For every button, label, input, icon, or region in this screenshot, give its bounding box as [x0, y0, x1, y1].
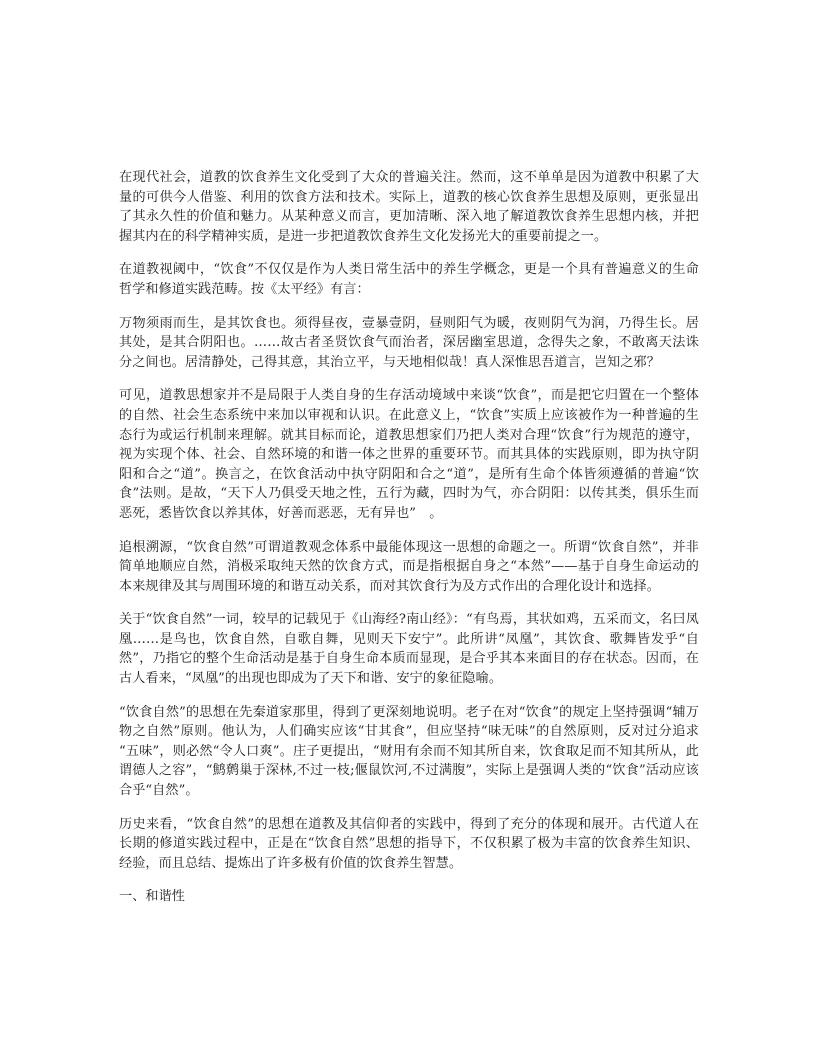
- paragraph-intro: 在现代社会，道教的饮食养生文化受到了大众的普遍关注。然而，这不单单是因为道教中积累了大量的可供今人借鉴、利用的饮食方法和技术。实际上，道教的核心饮食养生思想及原则，更张显出了其永久性的价值和魅力。从某种意义而言，更加清晰、深入地了解道教饮食养生思想内核，并把握其内在的科学精神实质，是进一步把道教饮食养生文化发扬光大的重要前提之一。: [119, 170, 699, 244]
- document-body: [119, 168, 699, 907]
- paragraph-origin-of-concept: 追根溯源，“饮食自然”可谓道教观念体系中最能体现这一思想的命题之一。所谓“饮食自然”，并非简单地顺应自然，消极采取纯天然的饮食方式，而是指根据自身之“本然”——基于自身生命运动的本来规律及其与周围环境的和谐互动关系，而对其饮食行为及方式作出的合理化设计和选择。: [119, 539, 699, 594]
- paragraph-daoist-perspective: 在道教视阈中，“饮食”不仅仅是作为人类日常生活中的养生学概念，更是一个具有普遍意义的生命哲学和修道实践范畴。按《太平经》有言：: [119, 262, 699, 297]
- section-heading-harmony: 一、和谐性: [119, 889, 185, 905]
- paragraph-shanhaijing-citation: 关于“饮食自然”一词，较早的记载见于《山海经?南山经》：“有鸟焉，其状如鸡，五采而文，名曰凤凰……是鸟也，饮食自然，自歌自舞，见则天下安宁”。此所讲“凤凰”，其饮食、歌舞皆发乎“自然”，乃指它的整个生命活动是基于自身生命本质而显现，是合乎其本来面目的存在状态。因而，在古人看来，“凤凰”的出现也即成为了天下和谐、安宁的象征隐喻。: [119, 612, 699, 687]
- paragraph-ecological-view: 可见，道教思想家并不是局限于人类自身的生存活动境域中来谈“饮食”，而是把它归置在一个整体的自然、社会生态系统中来加以审视和认识。在此意义上，“饮食”实质上应该被作为一种普遍的生态行为或运行机制来理解。就其目标而论，道教思想家们乃把人类对合理“饮食”行为规范的遵守，视为实现个体、社会、自然环境的和谐一体之世界的重要环节。而其具体的实践原则，即为执守阴阳和合之“道”。换言之，在饮食活动中执守阴阳和合之“道”，是所有生命个体皆须遵循的普遍“饮食”法则。是故，“天下人乃俱受天地之性，五行为藏，四时为气，亦合阴阳：以传其类，俱乐生而恶死，悉皆饮食以养其体，好善而恶恶，无有异也” 。: [119, 388, 699, 521]
- quotation-taipingjing: 万物须雨而生，是其饮食也。须得昼夜，壹暴壹阴，昼则阳气为暖，夜则阴气为润，乃得生长。居其处，是其合阴阳也。……故古者圣贤饮食气而治者，深居幽室思道，念得失之象，不敢离天法诛分之间也。居清静处，己得其意，其治立平，与天地相似哉！真人深惟思吾道言，岂知之邪？: [119, 315, 699, 370]
- paragraph-historical-practice: 历史来看，“饮食自然”的思想在道教及其信仰者的实践中，得到了充分的体现和展开。古代道人在长期的修道实践过程中，正是在“饮食自然”思想的指导下，不仅积累了极为丰富的饮食养生知识、经验，而且总结、提炼出了许多极有价值的饮食养生智慧。: [119, 816, 699, 871]
- paragraph-preqin-daoists: “饮食自然”的思想在先秦道家那里，得到了更深刻地说明。老子在对“饮食”的规定上坚持强调“辅万物之自然”原则。他认为，人们确实应该“甘其食”，但应坚持“味无味”的自然原则，反对过分追求“五味”，则必然“令人口爽”。庄子更提出，“财用有余而不知其所自来，饮食取足而不知其所从，此谓德人之容”，“鹪鹩巢于深林,不过一枝;偃鼠饮河,不过满腹”，实际上是强调人类的“饮食”活动应该合乎“自然”。: [119, 704, 699, 799]
